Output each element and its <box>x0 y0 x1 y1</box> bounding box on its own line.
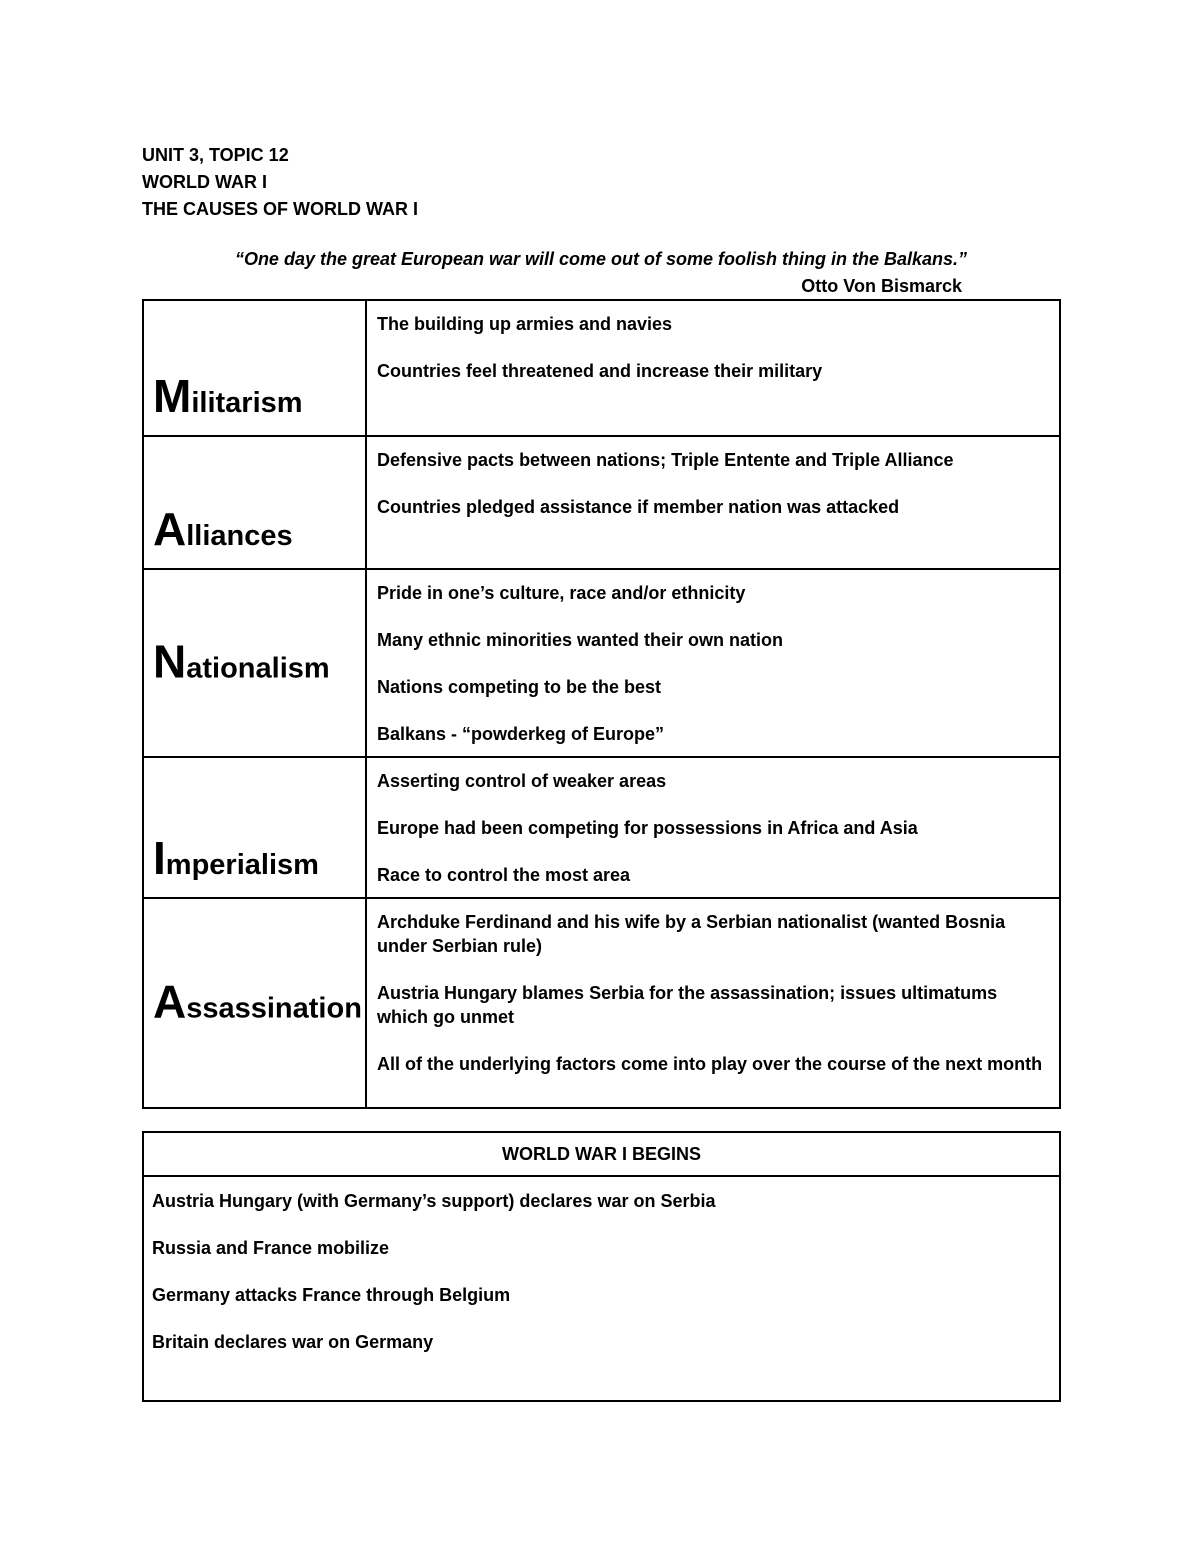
war-begins-events <box>143 1176 1060 1401</box>
cause-term-militarism <box>153 370 303 422</box>
term-initial: N <box>153 635 187 688</box>
cause-term-alliances <box>153 503 293 555</box>
cause-point: Countries pledged assistance if member nation was attacked <box>377 497 900 517</box>
war-event: Austria Hungary (with Germany’s support) declares war on Serbia <box>152 1191 716 1211</box>
causes-table <box>142 299 1061 1109</box>
term-initial: M <box>153 370 192 422</box>
war-begins-title: WORLD WAR I BEGINS <box>143 1132 1060 1176</box>
cause-description-cell <box>366 436 1060 569</box>
term-initial: I <box>153 832 166 884</box>
cause-point: Pride in one’s culture, race and/or ethnicity <box>377 583 746 603</box>
cause-point: Austria Hungary blames Serbia for the assassination; issues ultimatums which go unmet <box>377 983 998 1027</box>
term-rest: ilitarism <box>191 387 303 419</box>
page-title: THE CAUSES OF WORLD WAR I <box>142 199 418 219</box>
war-begins-table <box>142 1131 1061 1402</box>
cause-row-imperialism <box>143 757 1060 898</box>
cause-point: The building up armies and navies <box>377 314 673 334</box>
cause-point: Race to control the most area <box>377 865 631 885</box>
cause-row-militarism <box>143 300 1060 436</box>
cause-term-cell <box>143 757 366 898</box>
cause-description-cell <box>366 898 1060 1108</box>
cause-term-nationalism <box>153 635 330 688</box>
cause-point: Europe had been competing for possessions in Africa and Asia <box>377 818 918 838</box>
cause-term-cell <box>143 898 366 1108</box>
cause-point: Archduke Ferdinand and his wife by a Serbian nationalist (wanted Bosnia under Serbian rule) <box>377 912 1006 956</box>
cause-term-cell <box>143 569 366 757</box>
cause-row-alliances <box>143 436 1060 569</box>
term-rest: lliances <box>186 520 293 552</box>
cause-point: Many ethnic minorities wanted their own nation <box>377 630 784 650</box>
cause-term-cell <box>143 436 366 569</box>
term-rest: mperialism <box>165 849 319 881</box>
term-initial: A <box>153 975 187 1028</box>
cause-point: Asserting control of weaker areas <box>377 771 667 791</box>
cause-description-cell <box>366 300 1060 436</box>
cause-point: All of the underlying factors come into play over the course of the next month <box>377 1054 1043 1074</box>
term-initial: A <box>153 503 187 555</box>
quote-attribution: Otto Von Bismarck <box>801 276 962 296</box>
cause-point: Nations competing to be the best <box>377 677 662 697</box>
cause-row-nationalism <box>143 569 1060 757</box>
war-event: Russia and France mobilize <box>152 1238 390 1258</box>
war-event: Germany attacks France through Belgium <box>152 1285 511 1305</box>
unit-topic-heading: UNIT 3, TOPIC 12 <box>142 145 289 165</box>
cause-description-cell <box>366 569 1060 757</box>
cause-description-cell <box>366 757 1060 898</box>
cause-term-assassination <box>153 975 362 1028</box>
subject-heading: WORLD WAR I <box>142 172 267 192</box>
cause-point: Defensive pacts between nations; Triple Entente and Triple Alliance <box>377 450 954 470</box>
bismarck-quote: “One day the great European war will come out of some foolish thing in the Balkans.” <box>234 249 968 269</box>
cause-point: Countries feel threatened and increase their military <box>377 361 823 381</box>
term-rest: ationalism <box>186 652 330 685</box>
cause-row-assassination <box>143 898 1060 1108</box>
cause-term-cell <box>143 300 366 436</box>
document-header <box>142 142 418 223</box>
cause-point: Balkans - “powderkeg of Europe” <box>377 724 665 744</box>
war-event: Britain declares war on Germany <box>152 1332 434 1352</box>
term-rest: ssassination <box>186 992 362 1025</box>
cause-term-imperialism <box>153 832 319 884</box>
